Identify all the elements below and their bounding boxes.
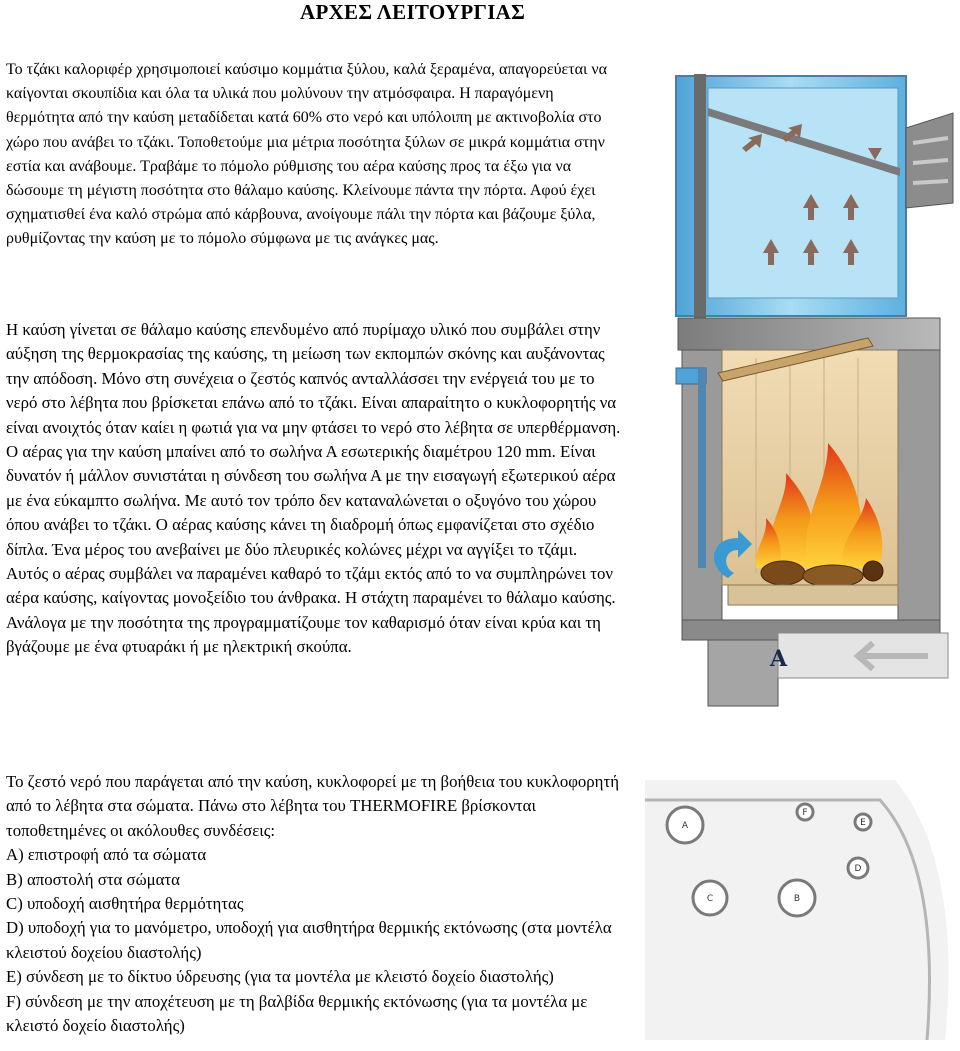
connection-item-f: F) σύνδεση με την αποχέτευση με τη βαλβίδα θερμικής εκτόνωσης (για τα μοντέλα με κλειστό δοχείο διαστολής) <box>6 991 588 1036</box>
fireplace-diagram-svg <box>668 68 958 708</box>
air-inlet-label: A <box>770 646 788 672</box>
page-title: ΑΡΧΕΣ ΛΕΙΤΟΥΡΓΙΑΣ <box>300 0 526 24</box>
connections-intro: Το ζεστό νερό που παράγεται από την καύση, κυκλοφορεί με τη βοήθεια του κυκλοφορητή από το λέβητα στα σώματα. Πάνω στο λέβητα του THERMOFIRE βρίσκονται τοποθετημένες οι ακόλουθες συνδέσεις: <box>6 772 619 840</box>
paragraph-connections <box>6 770 636 1038</box>
connection-a-label: A <box>681 821 689 831</box>
connection-item-a: Α) επιστροφή από τα σώματα <box>6 845 207 865</box>
paragraph-intro: Το τζάκι καλοριφέρ χρησιμοποιεί καύσιμο κομμάτια ξύλου, καλά ξεραμένα, απαγορεύεται να καίγονται σκουπίδια και όλα τα υλικά που μολύνουν την ατμόσφαιρα. Η παραγόμενη θερμότητα από την καύση μεταδίδεται κατά 60% στο νερό και υπόλοιπη με ακτινοβολία στο χώρο που ανάβει το τζάκι. Τοποθετούμε μια μέτρια ποσότητα ξύλων σε μικρά κομμάτια στην εστία και ανάβουμε. Τραβάμε το πόμολο ρύθμισης του αέρα καύσης προς τα έξω για να δώσουμε τη μέγιστη ποσότητα στο θάλαμο καύσης. Κλείνουμε πάντα την πόρτα. Αφού έχει σχηματισθεί ένα καλό στρώμα από κάρβουνα, ανοίγουμε πάλι την πόρτα και βάζουμε ξύλα, ρυθμίζοντας την καύση με το πόμολο σύμφωνα με τις ανάγκες μας. <box>6 61 607 248</box>
connection-e-label: E <box>860 818 866 828</box>
connection-f-label: F <box>802 808 808 818</box>
connection-item-d: D) υποδοχή για το μανόμετρο, υποδοχή για αισθητήρα θερμικής εκτόνωσης (στα μοντέλα κλειστού δοχείου διαστολής) <box>6 918 612 962</box>
connections-diagram <box>645 780 960 1045</box>
connection-c-label: C <box>706 894 714 904</box>
connection-item-c: C) υποδοχή αισθητήρα θερμότητας <box>6 894 244 914</box>
connection-item-b: Β) αποστολή στα σώματα <box>6 869 180 889</box>
fireplace-diagram <box>668 68 958 713</box>
paragraph-combustion: Η καύση γίνεται σε θάλαμο καύσης επενδυμένο από πυρίμαχο υλικό που συμβάλει στην αύξηση της θερμοκρασίας της καύσης, τη μείωση των εκπομπών σκόνης και αυξάνοντας την απόδοση. Μόνο στη συνέχεια ο ζεστός καπνός ανταλλάσσει την ενέργειά του με το νερό στο λέβητα που βρίσκεται επάνω από το τζάκι. Είναι απαραίτητο ο κυκλοφορητής να είναι ανοιχτός όταν καίει η φωτιά για να μην φτάσει το νερό στο λέβητα σε υπερθέρμανση. Ο αέρας για την καύση μπαίνει από το σωλήνα Α εσωτερικής διαμέτρου 120 mm. Είναι δυνατόν ή μάλλον συνιστάται η σύνδεση του σωλήνα Α με την εισαγωγή εξωτερικού αέρα με ένα εύκαμπτο σωλήνα. Με αυτό τον τρόπο δεν καταναλώνεται ο οξυγόνο του χώρου όπου ανάβει το τζάκι. Ο αέρας καύσης κάνει τη διαδρομή όπως εμφανίζεται στο σχέδιο δίπλα. Ένα μέρος του ανεβαίνει με δύο πλευρικές κολώνες μέχρι να αγγίξει το τζάμι. Αυτός ο αέρας συμβάλει να παραμένει καθαρό το τζάμι εκτός από το να συμπληρώνει τον αέρα καύσης, καίγοντας μονοξείδιο του άνθρακα. Η στάχτη παραμένει το θάλαμο καύσης. Ανάλογα με την ποσότητα της προγραμματίζουμε τον καθαρισμό όταν είναι κρύα και τη βγάζουμε με ένα φτυαράκι ή με ηλεκτρική σκούπα. <box>6 320 621 657</box>
connections-diagram-svg <box>645 780 960 1040</box>
connection-d-label: D <box>854 864 862 874</box>
connection-b-label: B <box>793 894 801 904</box>
connection-item-e: Ε) σύνδεση με το δίκτυο ύδρευσης (για τα μοντέλα με κλειστό δοχείο διαστολής) <box>6 967 554 987</box>
